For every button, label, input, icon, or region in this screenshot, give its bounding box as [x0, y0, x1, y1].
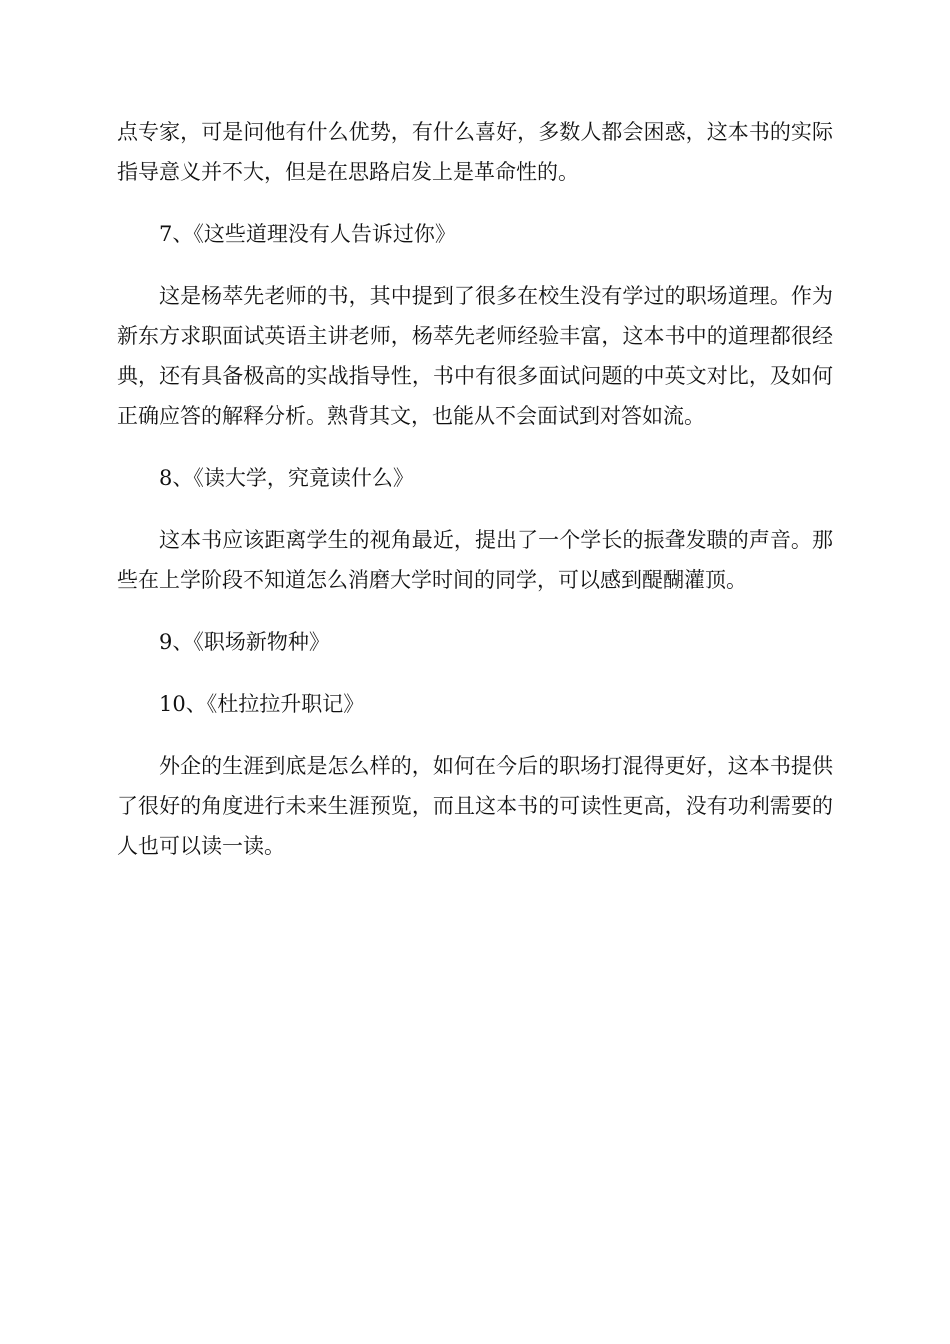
book-heading-8: 8、《读大学，究竟读什么》	[159, 466, 414, 490]
book-heading-7: 7、《这些道理没有人告诉过你》	[159, 222, 456, 246]
document-body	[117, 112, 833, 888]
paragraph-continuation: 点专家，可是问他有什么优势，有什么喜好，多数人都会困惑，这本书的实际指导意义并不大，但是在思路启发上是革命性的。	[117, 120, 833, 184]
book-description-7: 这是杨萃先老师的书，其中提到了很多在校生没有学过的职场道理。作为新东方求职面试英语主讲老师，杨萃先老师经验丰富，这本书中的道理都很经典，还有具备极高的实战指导性，书中有很多面试问题的中英文对比，及如何正确应答的解释分析。熟背其文，也能从不会面试到对答如流。	[117, 284, 833, 428]
book-description-10: 外企的生涯到底是怎么样的，如何在今后的职场打混得更好，这本书提供了很好的角度进行未来生涯预览，而且这本书的可读性更高，没有功利需要的人也可以读一读。	[117, 754, 833, 858]
book-heading-9: 9、《职场新物种》	[159, 630, 330, 654]
book-heading-10: 10、《杜拉拉升职记》	[159, 692, 365, 716]
book-description-8: 这本书应该距离学生的视角最近，提出了一个学长的振聋发聩的声音。那些在上学阶段不知道怎么消磨大学时间的同学，可以感到醍醐灌顶。	[117, 528, 833, 592]
